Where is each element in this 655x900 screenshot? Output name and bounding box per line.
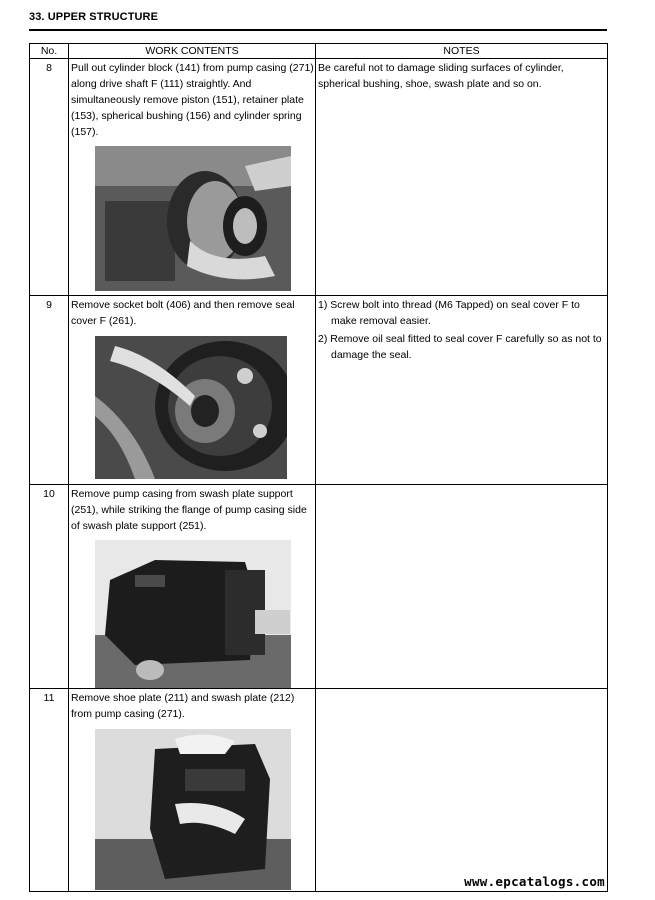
table-header-row [30, 44, 608, 59]
work-contents-cell [69, 59, 316, 296]
work-text: Pull out cylinder block (141) from pump casing (271) along drive shaft F (111) straightly. And simultaneously remove piston (151), retainer plate (153), spherical bushing (156) and cylinder spring (157). [71, 62, 314, 138]
notes-cell [316, 689, 608, 892]
notes-cell [316, 485, 608, 689]
swash-plate-photo [95, 729, 291, 890]
page-header: 33. UPPER STRUCTURE [29, 11, 159, 23]
watermark-text: www.epcatalogs.com [464, 874, 605, 889]
note-text: Be careful not to damage sliding surfaces of cylinder, spherical bushing, shoe, swash plate and so on. [318, 62, 564, 90]
table-row [30, 689, 608, 892]
row-number: 11 [30, 689, 69, 892]
table-row [30, 59, 608, 296]
column-header-notes: NOTES [316, 44, 608, 59]
work-table [29, 43, 608, 892]
work-contents-cell [69, 485, 316, 689]
pump-casing-photo [95, 540, 291, 688]
notes-cell [316, 296, 608, 485]
column-header-work: WORK CONTENTS [69, 44, 316, 59]
row-number: 10 [30, 485, 69, 689]
table-row [30, 485, 608, 689]
table-row [30, 296, 608, 485]
work-text: Remove pump casing from swash plate support (251), while striking the flange of pump casing side of swash plate support (251). [71, 488, 307, 532]
row-number: 9 [30, 296, 69, 485]
work-contents-cell [69, 689, 316, 892]
work-contents-cell [69, 296, 316, 485]
row-number: 8 [30, 59, 69, 296]
notes-list [318, 297, 606, 363]
header-rule [29, 29, 607, 31]
notes-cell [316, 59, 608, 296]
work-text: Remove socket bolt (406) and then remove seal cover F (261). [71, 299, 295, 327]
seal-cover-photo [95, 336, 287, 479]
work-text: Remove shoe plate (211) and swash plate (212) from pump casing (271). [71, 692, 295, 720]
note-item: 2) Remove oil seal fitted to seal cover F carefully so as not to damage the seal. [318, 333, 602, 361]
note-item: 1) Screw bolt into thread (M6 Tapped) on seal cover F to make removal easier. [318, 299, 580, 327]
cylinder-block-photo [95, 146, 291, 291]
column-header-no: No. [30, 44, 69, 59]
